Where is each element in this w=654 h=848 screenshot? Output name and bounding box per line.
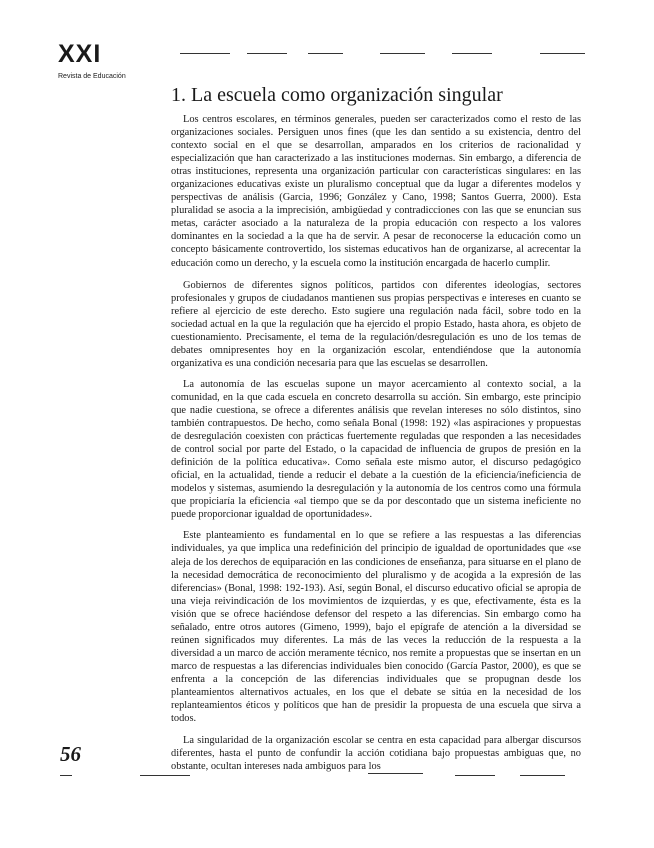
- body-paragraph: Los centros escolares, en términos generales, pueden ser caracterizados como el resto de las organizaciones sociales. Persiguen unos fines (que les dan sentido a su existencia, dentro del contexto social en el que se desarrollan, amparados en los criterios de racionalidad y especialización que han caracterizado a las instituciones modernas. Sin embargo, a diferencia de otras instituciones, representa una organización particular con características singulares: en las organizaciones educativas existe un pluralismo conceptual que da lugar a diferentes modelos y perspectivas de análisis (Garcia, 1996; González y Cano, 1998; Santos Guerra, 2000). Esta pluralidad se asocia a la imprecisión, ambigüedad y contradicciones con las que se enuncian sus metas, carácter asociado a la naturaleza de la propia educación con respecto a los valores dominantes en la sociedad a la que ha de servir. A pesar de reconocerse la educación como un concepto básicamente controvertido, los sistemas educativos han de organizarse, al acrecentar la educación como un derecho, y la escuela como la institución encargada de hacerlo cumplir.: [171, 114, 581, 269]
- header-rule: [452, 53, 492, 54]
- page-number: 56: [60, 742, 81, 766]
- header-rule: [180, 53, 230, 54]
- header-rule: [308, 53, 343, 54]
- header-rule: [540, 53, 585, 54]
- journal-logo: XXI: [58, 40, 102, 68]
- footer-rule: [520, 775, 565, 776]
- body-paragraph: La singularidad de la organización escolar se centra en esta capacidad para albergar discursos diferentes, hasta el punto de confundir la acción cotidiana bajo propuestas ambiguas que, no obstante, ocultan intereses nada ambiguos para los: [171, 735, 581, 773]
- article-body: [171, 113, 581, 773]
- footer-rule: [368, 773, 423, 774]
- header-rule: [247, 53, 287, 54]
- body-paragraph: Este planteamiento es fundamental en lo que se refiere a las respuestas a las diferencias individuales, ya que implica una redefinición del principio de igualdad de oportunidades que «se aleja de los derechos de equiparación en las condiciones de enseñanza, para situarse en el plano de la necesidad democrática de reconocimiento del pluralismo y de acogida a la expresión de las diferencias» (Bonal, 1998: 192-193). Así, según Bonal, el discurso educativo oficial se apropia de una vieja reivindicación de los movimientos de izquierdas, y es que, efectivamente, ésta es la visión que se ofrece haciéndose defensor del respeto a las diferencias. Sin embargo como ha señalado, entre otros autores (Gimeno, 1999), bajo el epígrafe de atención a la diversidad se reúnen significados muy diferentes. La más de las veces la reducción de la respuesta a la diversidad a un marco de acción meramente técnico, nos remite a propuestas que se insertan en un marco de respuestas a las diferencias individuales bien conocido (García Pastor, 2000), es que se enfrenta a la concepción de las diferencias individuales que se propugnan desde los planteamientos alternativos actuales, en los que el debate se sitúa en la necesidad de los replanteamientos éticos y políticos que han de presidir la propuesta de una escuela que sirva a todos.: [171, 530, 581, 725]
- journal-subtitle: Revista de Educación: [58, 73, 126, 80]
- footer-rule: [140, 775, 190, 776]
- header-rule: [380, 53, 425, 54]
- body-paragraph: Gobiernos de diferentes signos políticos, partidos con diferentes ideologías, sectores profesionales y grupos de ciudadanos mantienen sus propias perspectivas e intereses en cuanto se refiere al ejercicio de este derecho. Esto sugiere una regulación nada fácil, sobre todo en la sociedad actual en la que la regulación que ha ejercido el propio Estado, hasta ahora, es objeto de cuestionamiento. Precisamente, el tema de la regulación/desregulación es uno de los temas de debates omnipresentes hoy en la organización escolar, entendiéndose que la autonomía organizativa es una condición necesaria para que las escuelas se desarrollen.: [171, 279, 581, 369]
- footer-rule: [455, 775, 495, 776]
- section-title: 1. La escuela como organización singular: [171, 84, 503, 106]
- footer-rule: [60, 775, 72, 776]
- body-paragraph: La autonomía de las escuelas supone un mayor acercamiento al contexto social, a la comunidad, en la que cada escuela en concreto desarrolla su acción. Sin embargo, este principio que nadie cuestiona, se ofrece a diferentes análisis que revelan intereses no sólo distintos, sino también contrapuestos. De hecho, como señala Bonal (1998: 192) «las aspiraciones y propuestas de desregulación coexisten con prácticas fuertemente reguladas que responden a las necesidades de control social por parte del Estado, o la capacidad de influencia de grupos de presión en la definición de la política educativa». Como señala este mismo autor, el discurso pedagógico oficial, en la actualidad, tiende a reducir el debate a la cuestión de la eficiencia/ineficiencia de modelos y sistemas, asumiendo la desregulación y la autonomía de los centros como una fórmula que propiciaría la eficiencia «al tiempo que se da por descontado que un sistema ineficiente no puede proporcionar igualdad de oportunidades».: [171, 378, 581, 521]
